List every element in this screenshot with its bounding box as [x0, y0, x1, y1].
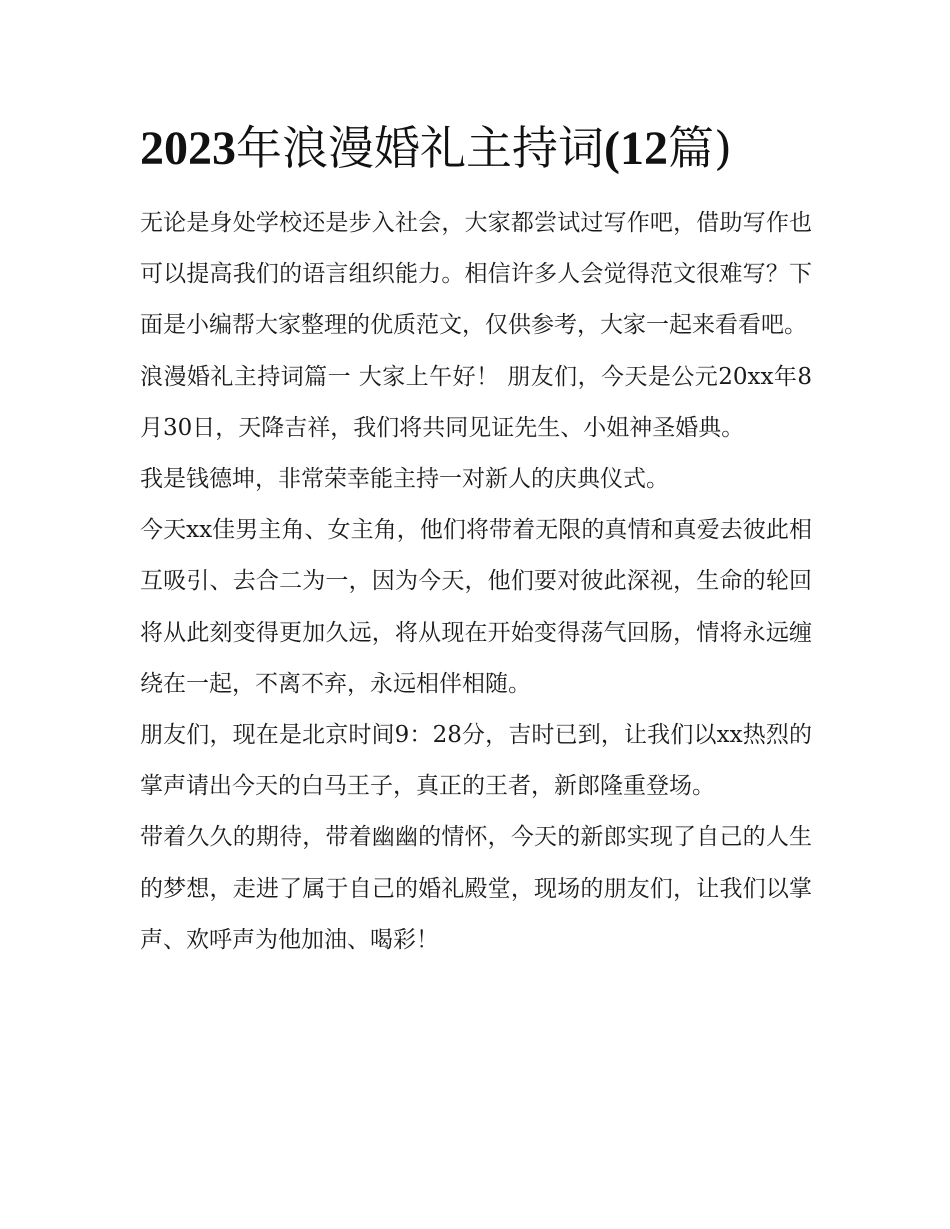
- title-main: 年浪漫婚礼主持词: [236, 121, 604, 175]
- paragraph-groom-entrance: 朋友们，现在是北京时间9：28分，吉时已到，让我们以xx热烈的掌声请出今天的白马王子，真正的王者，新郎隆重登场。: [140, 722, 812, 800]
- paragraph-intro: 无论是身处学校还是步入社会，大家都尝试过写作吧，借助写作也可以提高我们的语言组织能力。相信许多人会觉得范文很难写？下面是小编帮大家整理的优质范文，仅供参考，大家一起来看看吧。: [140, 210, 812, 339]
- paragraph-couple: 今天xx佳男主角、女主角，他们将带着无限的真情和真爱去彼此相互吸引、去合二为一，因为今天，他们要对彼此深视，生命的轮回将从此刻变得更加久远，将从现在开始变得荡气回肠，情将永远缠绕在一起，不离不弃，永远相伴相随。: [140, 517, 812, 697]
- title-count: (12: [604, 122, 668, 175]
- paragraph-host: 我是钱德坤，非常荣幸能主持一对新人的庆典仪式。: [140, 466, 669, 493]
- title-end: 篇): [667, 121, 732, 175]
- paragraph-cheer: 带着久久的期待，带着幽幽的情怀，今天的新郎实现了自己的人生的梦想，走进了属于自己的婚礼殿堂，现场的朋友们，让我们以掌声、欢呼声为他加油、喝彩！: [140, 824, 812, 953]
- title-year: 2023: [140, 122, 236, 175]
- document-title: [140, 112, 840, 185]
- document-body: [140, 198, 812, 966]
- paragraph-greeting: 浪漫婚礼主持词篇一 大家上午好！ 朋友们，今天是公元20xx年8月30日，天降吉祥，我们将共同见证先生、小姐神圣婚典。: [140, 363, 812, 441]
